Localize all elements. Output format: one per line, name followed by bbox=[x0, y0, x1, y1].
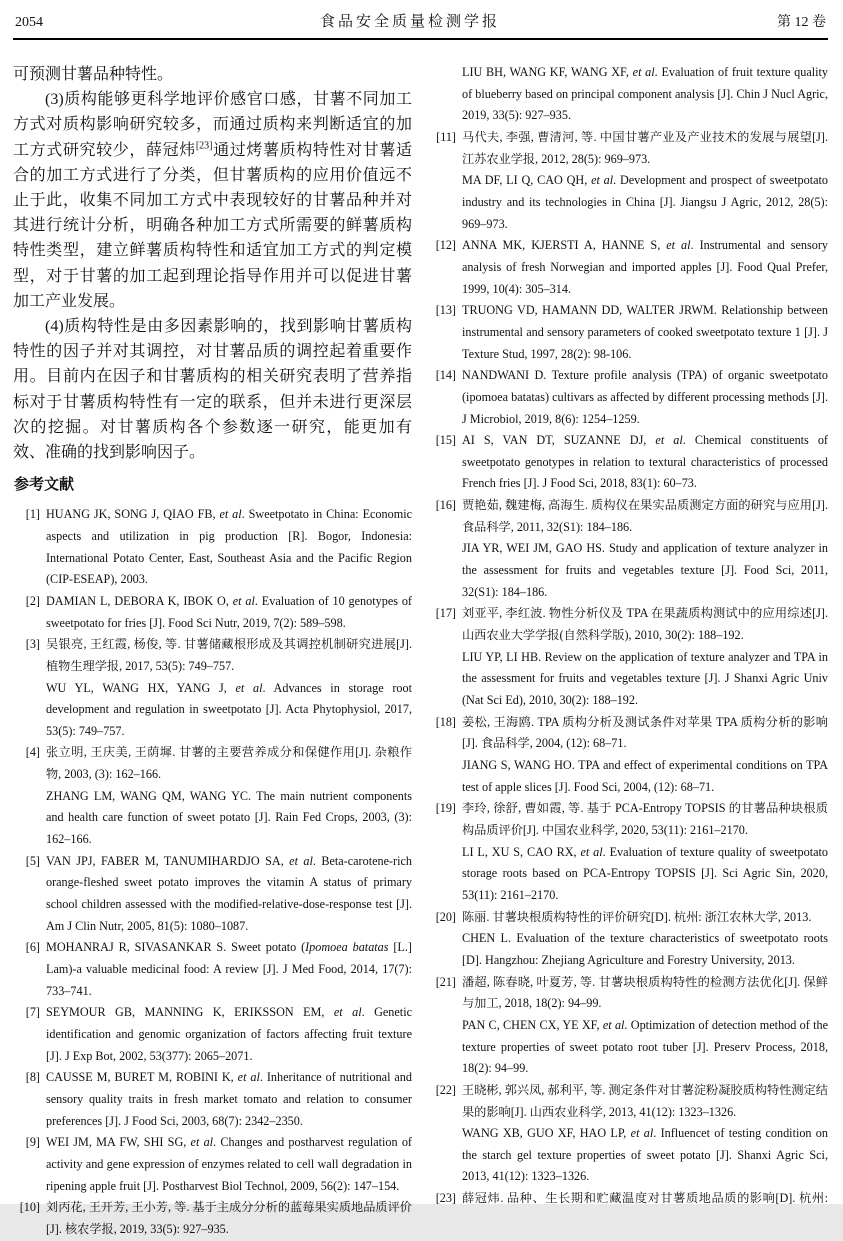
page-number: 2054 bbox=[15, 15, 43, 30]
running-head bbox=[13, 8, 828, 31]
reference-number: [18] bbox=[435, 714, 456, 729]
reference-item bbox=[429, 127, 828, 235]
reference-number: [5] bbox=[25, 853, 40, 868]
reference-item bbox=[429, 62, 828, 127]
reference-item bbox=[13, 1002, 412, 1067]
reference-item bbox=[429, 430, 828, 495]
reference-text: LIU YP, LI HB. Review on the application of texture analyzer and TPA in the assessment for fruits and vegetables texture [J]. J Shanxi Agric Univ (Nat Sci Ed), 2010, 30(2): 188–192. bbox=[462, 649, 828, 708]
reference-number: [17] bbox=[435, 606, 456, 621]
left-column bbox=[13, 62, 412, 1241]
reference-text: PAN C, CHEN CX, YE XF, et al. Optimization of detection method of the texture properties of sweet potato root tuber [J]. Preserv Process, 2018, 18(2): 94–99. bbox=[462, 1017, 828, 1076]
reference-item bbox=[13, 591, 412, 634]
reference-item bbox=[13, 634, 412, 742]
reference-number: [20] bbox=[435, 909, 456, 924]
reference-item bbox=[429, 300, 828, 365]
citation-marker: [23] bbox=[195, 140, 213, 152]
reference-text: HUANG JK, SONG J, QIAO FB, et al. Sweetpotato in China: Economic aspects and utilization in pig production [R]. Bogor, Indonesia: International Potato Center, East, Southeast Asia and the Pacific Region (CIP-ESEAP), 2003. bbox=[46, 507, 412, 587]
reference-item bbox=[429, 798, 828, 906]
reference-text: MOHANRAJ R, SIVASANKAR S. Sweet potato (Ipomoea batatas [L.] Lam)-a valuable medicinal food: A review [J]. J Med Food, 2014, 17(7): 733–741. bbox=[46, 940, 412, 998]
reference-number: [9] bbox=[25, 1135, 40, 1150]
reference-item bbox=[13, 1132, 412, 1197]
reference-item bbox=[429, 365, 828, 430]
reference-number: [21] bbox=[435, 974, 456, 989]
reference-number: [8] bbox=[25, 1070, 40, 1085]
header-rule bbox=[13, 38, 828, 40]
paragraph-text: 通过烤薯质构特性对甘薯适合的加工方式进行了分类，但甘薯质构的应用价值远不止于此，收集不同加工方式中表现较好的甘薯品种并对其进行统计分析，明确各种加工方式所需要的鲜薯质构特性类型，建立鲜薯质构特性和适宜加工方式的判定模型，对于甘薯的加工起到理论指导作用并可以促进甘薯加工产业发展。 bbox=[13, 141, 412, 310]
reference-item bbox=[13, 1067, 412, 1132]
reference-number: [14] bbox=[435, 368, 456, 383]
reference-text: 张立明, 王庆美, 王荫墀. 甘薯的主要营养成分和保健作用[J]. 杂粮作物, 2003, (3): 162–166. bbox=[46, 745, 412, 782]
reference-item bbox=[429, 907, 828, 972]
reference-text: 李玲, 徐舒, 曹如霞, 等. 基于 PCA-Entropy TOPSIS 的甘薯品种块根质构品质评价[J]. 中国农业科学, 2020, 53(11): 2161–2170. bbox=[462, 801, 828, 837]
reference-text: MA DF, LI Q, CAO QH, et al. Development and prospect of sweetpotato industry and its technologies in China [J]. Jiangsu J Agric, 2012, 28(5): 969–973. bbox=[462, 173, 828, 231]
reference-number: [1] bbox=[25, 507, 40, 522]
reference-text: CAUSSE M, BURET M, ROBINI K, et al. Inheritance of nutritional and sensory quality traits in fresh market tomato and relation to consumer preferences [J]. J Food Sci, 2003, 68(7): 2342–2350. bbox=[46, 1070, 412, 1128]
reference-text: JIA YR, WEI JM, GAO HS. Study and application of texture analyzer in the assessment for fruits and vegetables texture [J]. Food Sci, 2011, 32(S1): 184–186. bbox=[462, 541, 828, 599]
reference-number: [16] bbox=[435, 498, 456, 513]
reference-item bbox=[429, 495, 828, 603]
references-heading: 参考文献 bbox=[14, 476, 75, 494]
volume-number: 第 12 卷 bbox=[776, 15, 826, 30]
reference-text: 刘亚平, 李红波. 物性分析仪及 TPA 在果蔬质构测试中的应用综述[J]. 山西农业大学学报(自然科学版), 2010, 30(2): 188–192. bbox=[462, 606, 828, 643]
reference-number: [4] bbox=[25, 745, 40, 760]
reference-text: WANG XB, GUO XF, HAO LP, et al. Influencet of testing condition on the starch gel texture properties of sweet potato [J]. Shanxi Agric Sci, 2013, 41(12): 1323–1326. bbox=[462, 1126, 828, 1184]
reference-text: CHEN L. Evaluation of the texture characteristics of sweetpotato roots [D]. Hangzhou: Zhejiang Agriculture and Forestry University, 2013. bbox=[462, 931, 828, 967]
reference-item bbox=[429, 972, 828, 1080]
right-column bbox=[429, 62, 828, 1241]
reference-item bbox=[13, 1197, 412, 1240]
reference-item bbox=[429, 712, 828, 799]
reference-text: WU YL, WANG HX, YANG J, et al. Advances in storage root development and regulation in sweetpotato [J]. Acta Phytophysiol, 2017, 53(5): 749–757. bbox=[46, 680, 413, 738]
reference-text: WEI JM, MA FW, SHI SG, et al. Changes and postharvest regulation of activity and gene expression of enzymes related to cell wall degradation in ripening apple fruit [J]. Postharvest Biol Technol, 2009, 56(2): 147–154. bbox=[46, 1135, 412, 1193]
reference-text: 薛冠炜. 品种、生长期和贮藏温度对甘薯质地品质的影响[D]. 杭州: bbox=[462, 1191, 828, 1206]
reference-list-right bbox=[429, 62, 828, 1210]
reference-number: [19] bbox=[435, 801, 456, 816]
reference-text: 马代夫, 李强, 曹清河, 等. 中国甘薯产业及产业技术的发展与展望[J]. 江苏农业学报, 2012, 28(5): 969–973. bbox=[462, 129, 828, 166]
reference-list-left bbox=[13, 504, 412, 1240]
two-column-layout bbox=[13, 62, 828, 1241]
reference-text: 姜松, 王海鸥. TPA 质构分析及测试条件对苹果 TPA 质构分析的影响[J]. 食品科学, 2004, (12): 68–71. bbox=[462, 714, 828, 751]
reference-number: [7] bbox=[25, 1005, 40, 1020]
reference-item bbox=[429, 1188, 828, 1210]
reference-item bbox=[13, 504, 412, 591]
body-paragraph: 可预测甘薯品种特性。 bbox=[13, 66, 174, 83]
reference-text: 贾艳茹, 魏建梅, 高海生. 质构仪在果实品质测定方面的研究与应用[J]. 食品科学, 2011, 32(S1): 184–186. bbox=[462, 498, 828, 534]
reference-text: 吴银亮, 王红霞, 杨俊, 等. 甘薯储藏根形成及其调控机制研究进展[J]. 植物生理学报, 2017, 53(5): 749–757. bbox=[46, 637, 412, 673]
reference-number: [3] bbox=[25, 637, 40, 652]
reference-text: NANDWANI D. Texture profile analysis (TPA) of organic sweetpotato (ipomoea batatas) cultivars as affected by different processing methods [J]. J Microbiol, 2019, 8(6): 1254–1259. bbox=[462, 368, 828, 426]
body-paragraph: (4)质构特性是由多因素影响的，找到影响甘薯质构特性的因子并对其调控，对甘薯品质的调控起着重要作用。目前内在因子和甘薯质构的相关研究表明了营养指标对于甘薯质构特性有一定的联系，但并未进行更深层次的挖掘。对甘薯质构各个参数逐一研究，能更加有效、准确的找到影响因子。 bbox=[13, 318, 412, 462]
body-paragraph bbox=[13, 87, 412, 314]
reference-text: ZHANG LM, WANG QM, WANG YC. The main nutrient components and health care function of sweet potato [J]. Rain Fed Crops, 2003, (3): 162–166. bbox=[46, 788, 412, 847]
reference-text: 陈丽. 甘薯块根质构特性的评价研究[D]. 杭州: 浙江农林大学, 2013. bbox=[462, 909, 812, 924]
reference-item bbox=[429, 1080, 828, 1188]
reference-number: [22] bbox=[435, 1082, 456, 1097]
reference-number: [6] bbox=[25, 940, 40, 955]
reference-text: DAMIAN L, DEBORA K, IBOK O, et al. Evaluation of 10 genotypes of sweetpotato for fries [J]. Food Sci Nutr, 2019, 7(2): 589–598. bbox=[46, 593, 412, 630]
reference-item bbox=[429, 235, 828, 300]
reference-text: LIU BH, WANG KF, WANG XF, et al. Evaluation of fruit texture quality of blueberry based on principal component analysis [J]. Chin J Nucl Agric, 2019, 33(5): 927–935. bbox=[462, 65, 828, 123]
reference-number: [23] bbox=[435, 1191, 456, 1206]
reference-number: [13] bbox=[435, 303, 456, 318]
reference-text: TRUONG VD, HAMANN DD, WALTER JRWM. Relationship between instrumental and sensory parameters of cooked sweetpotato texture 1 [J]. J Texture Stud, 1997, 28(2): 98-106. bbox=[462, 303, 828, 361]
reference-number: [11] bbox=[436, 129, 456, 144]
reference-text: 潘超, 陈春晓, 叶夏芳, 等. 甘薯块根质构特性的检测方法优化[J]. 保鲜与加工, 2018, 18(2): 94–99. bbox=[462, 974, 828, 1011]
reference-text: VAN JPJ, FABER M, TANUMIHARDJO SA, et al. Beta-carotene-rich orange-fleshed sweet potato improves the vitamin A status of primary school children assessed with the modified-relative-dose-response test [J]. Am J Clin Nutr, 2005, 81(5): 1080–1087. bbox=[46, 853, 413, 933]
journal-title: 食品安全质量检测学报 bbox=[319, 14, 500, 30]
reference-item bbox=[13, 851, 412, 938]
reference-text: JIANG S, WANG HO. TPA and effect of experimental conditions on TPA test of apple slices [J]. Food Sci, 2004, (12): 68–71. bbox=[462, 758, 828, 794]
paragraph-text: (3)质构能够更科学地评价感官口感，甘薯不同加工方式对质构影响研究较多，而通过质构来判断适宜的加工方式研究较少，薛冠炜 bbox=[13, 91, 412, 159]
reference-number: [2] bbox=[25, 593, 40, 608]
reference-text: AI S, VAN DT, SUZANNE DJ, et al. Chemical constituents of sweetpotato genotypes in relation to textural characteristics of processed French fries [J]. J Food Sci, 2018, 83(1): 60–73. bbox=[462, 433, 828, 491]
reference-text: 王晓彬, 郭兴凤, 郝利平, 等. 测定条件对甘薯淀粉凝胶质构特性测定结果的影响[J]. 山西农业科学, 2013, 41(12): 1323–1326. bbox=[462, 1082, 828, 1119]
reference-text: LI L, XU S, CAO RX, et al. Evaluation of texture quality of sweetpotato storage roots based on PCA-Entropy TOPSIS [J]. Sci Agric Sin, 2020, 53(11): 2161–2170. bbox=[462, 844, 829, 902]
reference-item bbox=[13, 937, 412, 1002]
reference-text: 刘丙花, 王开芳, 王小芳, 等. 基于主成分分析的蓝莓果实质地品质评价[J]. 核农学报, 2019, 33(5): 927–935. bbox=[46, 1200, 412, 1236]
reference-text: ANNA MK, KJERSTI A, HANNE S, et al. Instrumental and sensory analysis of fresh Norwegian and imported apples [J]. Food Qual Prefer, 1999, 10(4): 305–314. bbox=[462, 238, 828, 296]
reference-number: [12] bbox=[435, 238, 456, 253]
reference-number: [15] bbox=[435, 433, 456, 448]
reference-item bbox=[13, 742, 412, 850]
reference-item bbox=[429, 603, 828, 711]
reference-text: SEYMOUR GB, MANNING K, ERIKSSON EM, et al. Genetic identification and genomic organization of factors affecting fruit texture [J]. J Exp Bot, 2002, 53(377): 2065–2071. bbox=[46, 1005, 412, 1063]
reference-number: [10] bbox=[19, 1200, 40, 1215]
